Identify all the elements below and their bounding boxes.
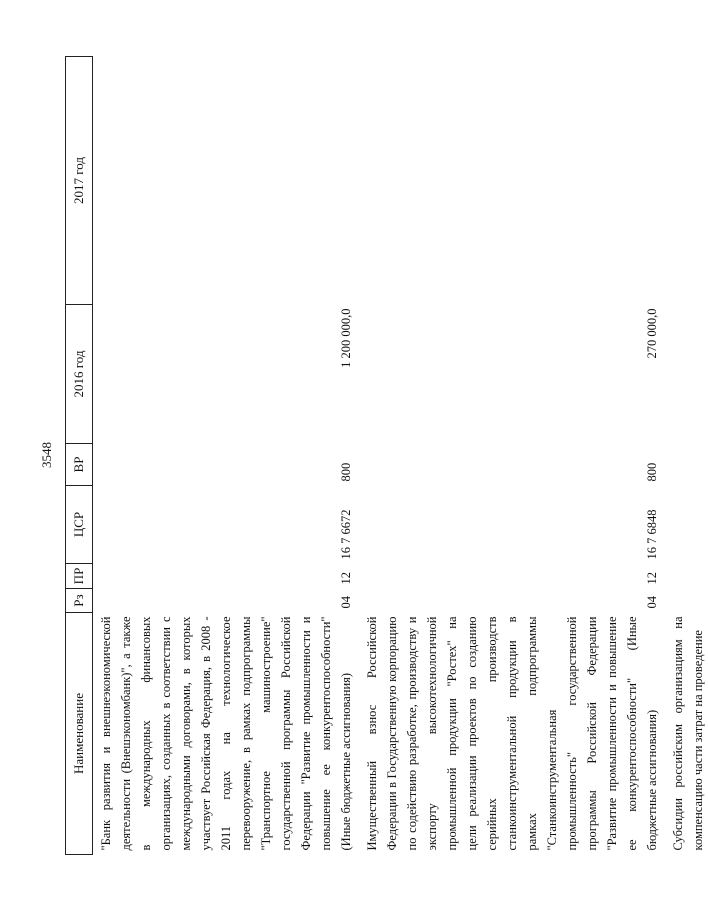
page-number: 3548 (39, 442, 54, 468)
header-2017: 2017 год (66, 57, 93, 305)
row-vr: 800 (339, 462, 353, 482)
row-csr (668, 486, 708, 564)
row-vr: 800 (645, 462, 659, 482)
row-csr: 16 7 6672 (339, 509, 353, 560)
row-2017 (93, 57, 357, 305)
table-row (93, 57, 357, 855)
budget-table (65, 56, 708, 855)
row-pr (668, 564, 708, 589)
row-name: "Банк развития и внешнеэкономической деятельности (Внешэкономбанк)", а также в международных финансовых организациях, созданных в соответствии с международными договорами, в которых участвует Российская Федерация, в 2008 - 2011 годах на технологическое перевооружение, в рамках подпрограммы "Транспортное машиностроение" государственной программы Российской Федерации "Развитие промышленности и повышение ее конкурентоспособности" (Иные бюджетные ассигнования) (99, 616, 353, 851)
row-pr: 12 (339, 572, 353, 585)
header-name: Наименование (66, 613, 93, 855)
header-2016: 2016 год (66, 305, 93, 444)
row-rz: 04 (645, 596, 659, 609)
row-csr: 16 7 6848 (645, 509, 659, 560)
header-vr: ВР (66, 444, 93, 486)
row-2016 (668, 305, 708, 444)
table-header-row (66, 57, 93, 855)
row-name: Субсидии российским организациям на компенсацию части затрат на проведение (671, 616, 705, 851)
row-rz: 04 (339, 596, 353, 609)
header-pr: ПР (66, 564, 93, 589)
header-rz: Рз (66, 589, 93, 613)
row-rz (668, 589, 708, 613)
row-name: Имущественный взнос Российской Федерации в Государственную корпорацию по содействию разработке, производству и экспорту высокотехнологичной промышленной продукции "Ростех" на цели реализации проектов по созданию серийных производств станкоинструментальной продукции в рамках подпрограммы "Станкоинструментальная промышленность" государственной программы Российской Федерации "Развитие промышленности и повышение ее конкурентоспособности" (Иные бюджетные ассигнования) (365, 616, 659, 851)
row-2016: 270 000,0 (645, 308, 659, 359)
rotated-page (39, 55, 705, 855)
row-2017 (362, 57, 662, 305)
table-row (362, 57, 662, 855)
row-2016: 1 200 000,0 (339, 308, 353, 368)
row-vr (668, 444, 708, 486)
row-2017 (668, 57, 708, 305)
table-row (668, 57, 708, 855)
header-csr: ЦСР (66, 486, 93, 564)
row-pr: 12 (645, 572, 659, 585)
